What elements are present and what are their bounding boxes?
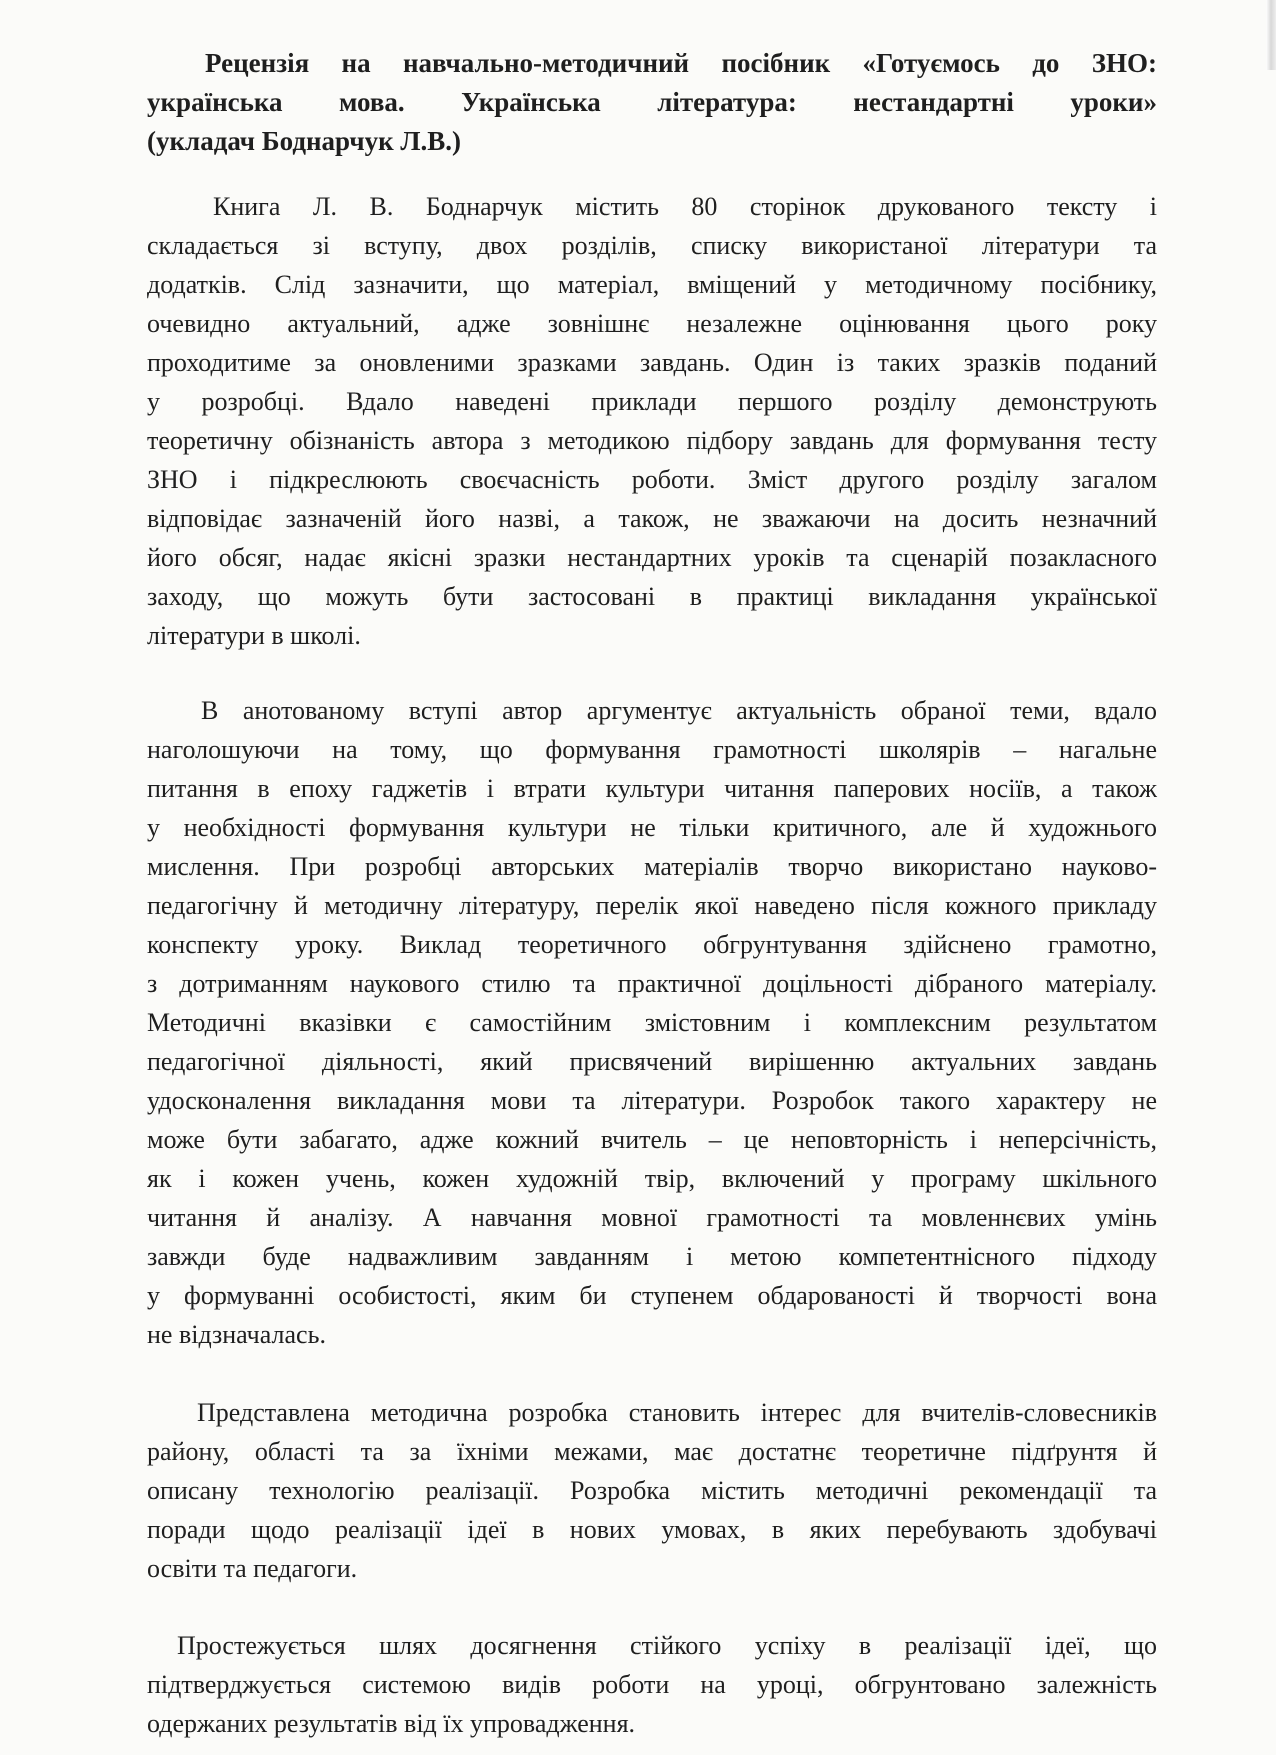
paragraph-3-line-4: поради щодо реалізації ідеї в нових умовах, в яких перебувають здобувачі [147, 1515, 1157, 1544]
paragraph-2-line-17: не відзначалась. [147, 1320, 326, 1349]
paragraph-1-line-11: заходу, що можуть бути застосовані в практиці викладання української [147, 582, 1157, 611]
paragraph-2-line-14: читання й аналізу. А навчання мовної грамотності та мовленнєвих умінь [147, 1203, 1157, 1232]
title-line-2: українська мова. Українська література: нестандартні уроки» [147, 87, 1157, 117]
paragraph-2-line-13: як і кожен учень, кожен художній твір, включений у програму шкільного [147, 1164, 1157, 1193]
paragraph-1-line-2: складається зі вступу, двох розділів, списку використаної літератури та [147, 231, 1157, 260]
paragraph-1-line-9: відповідає зазначеній його назві, а також, не зважаючи на досить незначний [147, 504, 1157, 533]
paragraph-3-line-1: Представлена методична розробка становить інтерес для вчителів-словесників [197, 1398, 1157, 1427]
paragraph-3 [147, 1393, 1157, 1588]
paragraph-2-line-8: з дотриманням наукового стилю та практичної доцільності дібраного матеріалу. [147, 969, 1157, 998]
paragraph-2-line-2: наголошуючи на тому, що формування грамотності школярів – нагальне [147, 735, 1157, 764]
paragraph-2 [147, 691, 1157, 1354]
paragraph-1-line-3: додатків. Слід зазначити, що матеріал, вміщений у методичному посібнику, [147, 270, 1157, 299]
document-content [147, 44, 1157, 1743]
paragraph-3-line-3: описану технологію реалізації. Розробка містить методичні рекомендації та [147, 1476, 1157, 1505]
paragraph-2-line-16: у формуванні особистості, яким би ступенем обдарованості й творчості вона [147, 1281, 1157, 1310]
paragraph-2-line-11: удосконалення викладання мови та літератури. Розробок такого характеру не [147, 1086, 1157, 1115]
title-line-1: Рецензія на навчально-методичний посібник «Готуємось до ЗНО: [205, 48, 1157, 78]
paragraph-1-line-6: у розробці. Вдало наведені приклади першого розділу демонструють [147, 387, 1157, 416]
paragraph-2-line-5: мислення. При розробці авторських матеріалів творчо використано науково- [147, 852, 1157, 881]
paragraph-2-line-10: педагогічної діяльності, який присвячений вирішенню актуальних завдань [147, 1047, 1157, 1076]
paragraph-4-line-2: підтверджується системою видів роботи на уроці, обгрунтовано залежність [147, 1670, 1157, 1699]
paragraph-3-line-2: району, області та за їхніми межами, має достатнє теоретичне підґрунтя й [147, 1437, 1157, 1466]
paragraph-4-line-3: одержаних результатів від їх упровадження. [147, 1709, 636, 1738]
paragraph-2-line-9: Методичні вказівки є самостійним змістовним і комплексним результатом [147, 1008, 1157, 1037]
paragraph-1-line-7: теоретичну обізнаність автора з методикою підбору завдань для формування тесту [147, 426, 1157, 455]
paragraph-1 [147, 187, 1157, 655]
paragraph-1-line-4: очевидно актуальний, адже зовнішнє незалежне оцінювання цього року [147, 309, 1157, 338]
paragraph-4-line-1: Простежується шлях досягнення стійкого успіху в реалізації ідеї, що [177, 1631, 1157, 1660]
paragraph-1-line-5: проходитиме за оновленими зразками завдань. Один із таких зразків поданий [147, 348, 1157, 377]
paragraph-3-line-5: освіти та педагоги. [147, 1554, 358, 1583]
paragraph-1-line-12: літератури в школі. [147, 621, 361, 650]
document-title [147, 44, 1157, 161]
paragraph-2-line-3: питання в епоху гаджетів і втрати культури читання паперових носіїв, а також [147, 774, 1157, 803]
paragraph-4 [147, 1626, 1157, 1743]
scan-edge [1266, 0, 1276, 70]
paragraph-1-line-8: ЗНО і підкреслюють своєчасність роботи. Зміст другого розділу загалом [147, 465, 1157, 494]
paragraph-2-line-1: В анотованому вступі автор аргументує актуальність обраної теми, вдало [201, 696, 1157, 725]
paragraph-2-line-6: педагогічну й методичну літературу, перелік якої наведено після кожного прикладу [147, 891, 1157, 920]
paragraph-2-line-15: завжди буде надважливим завданням і метою компетентнісного підходу [147, 1242, 1157, 1271]
paragraph-2-line-4: у необхідності формування культури не тільки критичного, але й художнього [147, 813, 1157, 842]
paragraph-2-line-7: конспекту уроку. Виклад теоретичного обгрунтування здійснено грамотно, [147, 930, 1157, 959]
paragraph-1-line-1: Книга Л. В. Боднарчук містить 80 сторінок друкованого тексту і [213, 192, 1157, 221]
paragraph-1-line-10: його обсяг, надає якісні зразки нестандартних уроків та сценарій позакласного [147, 543, 1157, 572]
title-line-3: (укладач Боднарчук Л.В.) [147, 126, 462, 156]
paragraph-2-line-12: може бути забагато, адже кожний вчитель – це неповторність і неперсічність, [147, 1125, 1157, 1154]
